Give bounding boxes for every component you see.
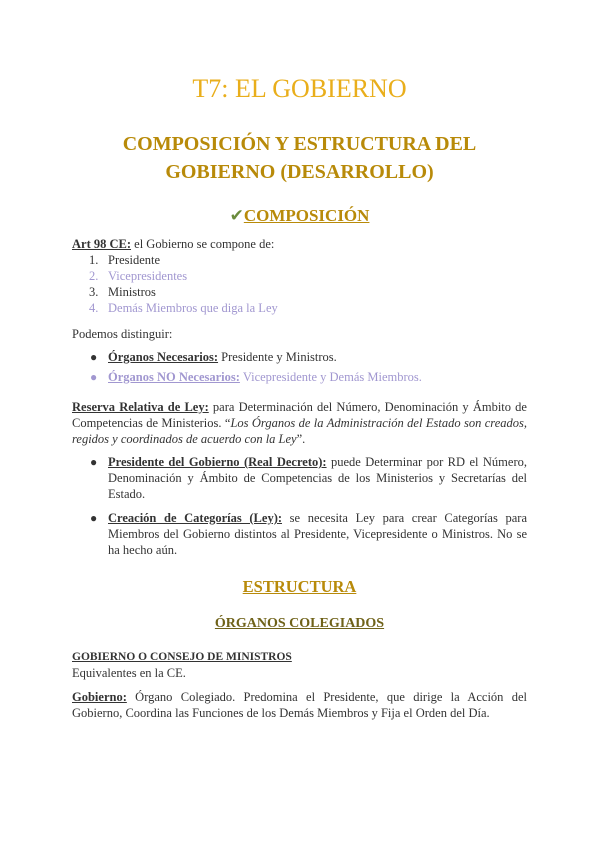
- gobierno-label: Gobierno:: [72, 690, 127, 704]
- composicion-heading: [72, 206, 527, 226]
- subtitle-line-2: GOBIERNO (DESARROLLO): [165, 161, 434, 183]
- competencias-list: [72, 454, 527, 558]
- list-item: ● Órganos NO Necesarios: Vicepresidente y Demás Miembros.: [72, 367, 527, 387]
- page-title: T7: EL GOBIERNO: [192, 74, 407, 103]
- art98-text: el Gobierno se compone de:: [131, 237, 275, 251]
- bullet-icon: ●: [90, 370, 98, 384]
- bullet-icon: ●: [90, 350, 98, 364]
- bullet-icon: ●: [90, 511, 98, 525]
- organos-colegiados-heading: ÓRGANOS COLEGIADOS: [214, 616, 385, 631]
- list-item: 1. Presidente: [89, 253, 161, 267]
- gobierno-consejo-heading: GOBIERNO O CONSEJO DE MINISTROS: [72, 651, 292, 663]
- page-subtitle: [72, 130, 527, 186]
- organos-list: [72, 347, 527, 387]
- list-item: 2. Vicepresidentes: [89, 269, 188, 283]
- art98-paragraph: [72, 236, 527, 252]
- art98-label: Art 98 CE:: [72, 237, 132, 251]
- reserva-paragraph: Reserva Relativa de Ley: para Determinación del Número, Denominación y Ámbito de Competencias de Ministerios. “Los Órganos de la Administración del Estado son creados, regidos y coordinados de acuerdo con la Ley”.: [72, 400, 527, 446]
- distinguir-text: Podemos distinguir:: [72, 327, 173, 341]
- equivalentes-text: Equivalentes en la CE.: [72, 666, 186, 680]
- estructura-heading: ESTRUCTURA: [242, 577, 357, 596]
- reserva-label: Reserva Relativa de Ley:: [72, 400, 209, 414]
- list-item: ● Órganos Necesarios: Presidente y Ministros.: [72, 347, 527, 367]
- list-item: 4. Demás Miembros que diga la Ley: [89, 301, 278, 315]
- list-item: ● Creación de Categorías (Ley): se necesita Ley para crear Categorías para Miembros del Gobierno distintos al Presidente, Vicepresidente o Ministros. No se ha hecho aún.: [90, 511, 527, 557]
- gobierno-paragraph: Gobierno: Órgano Colegiado. Predomina el Presidente, que dirige la Acción del Gobierno, Coordina las Funciones de los Demás Miembros y Fija el Orden del Día.: [72, 690, 527, 720]
- list-item: ● Presidente del Gobierno (Real Decreto): puede Determinar por RD el Número, Denominación y Ámbito de Competencias de los Ministerios y Secretarías del Estado.: [90, 455, 527, 501]
- composicion-heading-text: COMPOSICIÓN: [243, 206, 370, 225]
- subtitle-line-1: COMPOSICIÓN Y ESTRUCTURA DEL: [122, 133, 477, 155]
- reserva-quote: Los Órganos de la Administración del Estado son creados, regidos y coordinados de acuerdo con la Ley: [72, 416, 527, 446]
- bullet-icon: ●: [90, 455, 98, 469]
- list-item: 3. Ministros: [89, 285, 156, 299]
- composition-list: [72, 252, 527, 316]
- check-icon: ✔: [229, 206, 244, 225]
